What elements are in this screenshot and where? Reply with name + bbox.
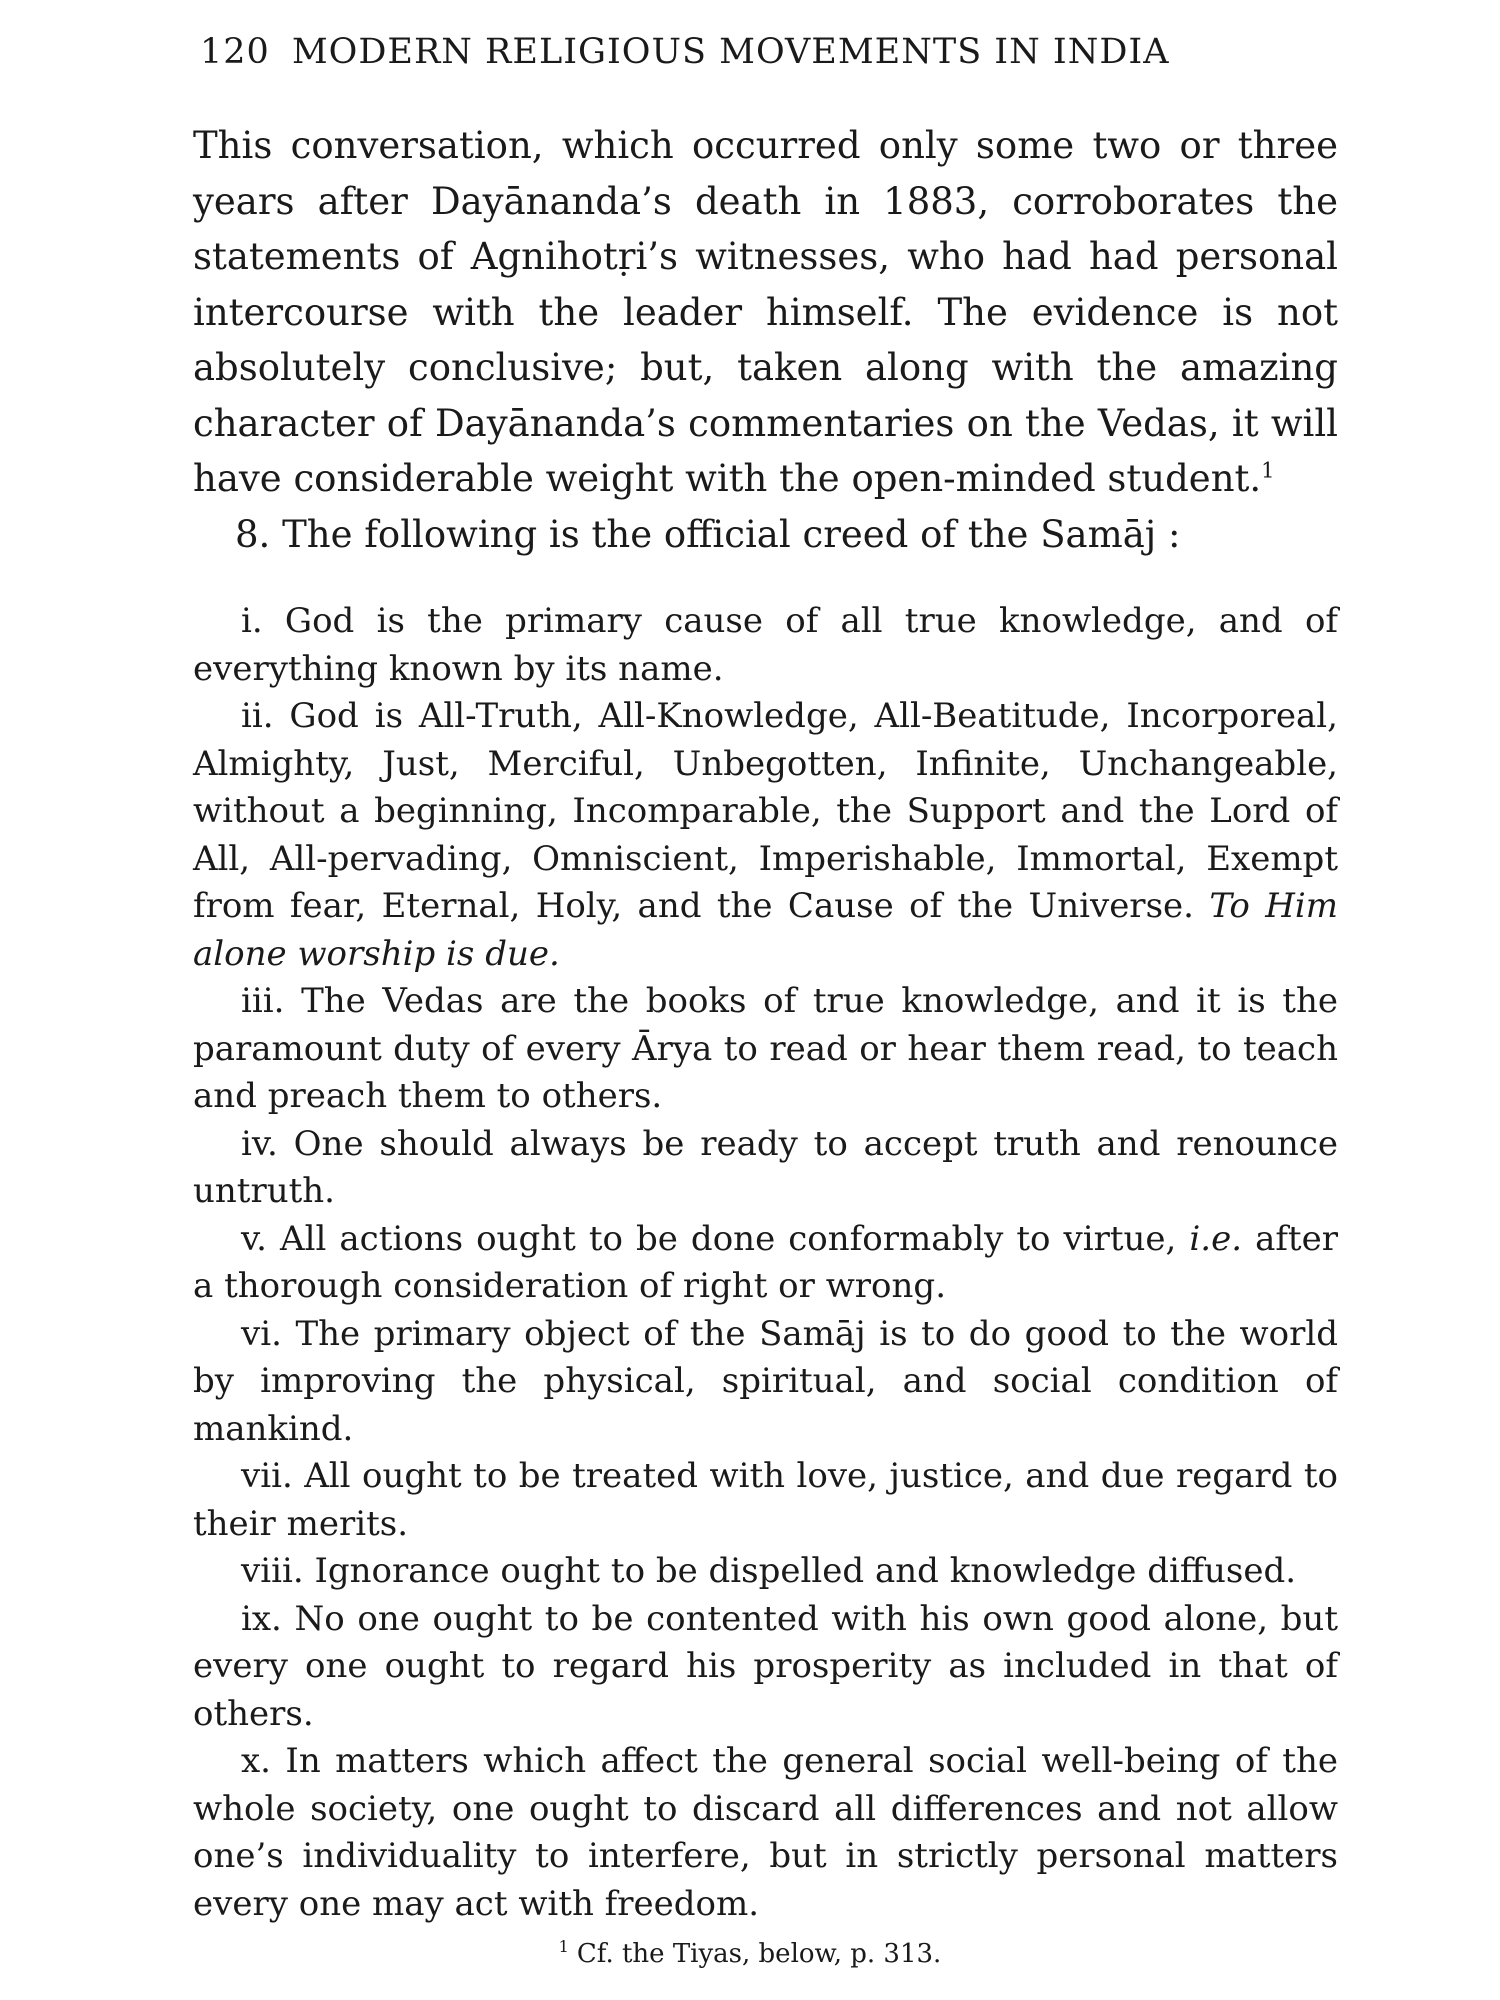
footnote (0, 1939, 1500, 1969)
creed-item-text: ii. God is All-Truth, All-Knowledge, All-Beatitude, Incorporeal, Almighty, Just, Merciful, Unbegotten, Infinite, Unchangeable, without a beginning, Incomparable, the Support and the Lord of All, All-pervading, Omniscient, Imperishable, Immortal, Exempt from fear, Eternal, Holy, and the Cause of the Universe. (193, 696, 1338, 926)
creed-item-emphasis: To Him alone worship is due. (193, 886, 1338, 974)
page-number: 120 (200, 32, 270, 72)
creed-item: ix. No one ought to be contented with his own good alone, but every one ought to regard his prosperity as included in that of others. (193, 1598, 1338, 1734)
running-header (200, 32, 1340, 72)
footnote-mark: 1 (558, 1937, 569, 1957)
creed-item: vi. The primary object of the Samāj is to do good to the world by improving the physical, spiritual, and social condition of mankind. (193, 1313, 1338, 1449)
paragraph: 8. The following is the official creed of the Samāj : (235, 512, 1181, 556)
paragraph (193, 118, 1338, 507)
creed-item: viii. Ignorance ought to be dispelled and knowledge diffused. (241, 1551, 1297, 1591)
creed-item (193, 693, 1338, 978)
creed-item-text: v. All actions ought to be done conformably to virtue, (241, 1218, 1177, 1259)
creed-item-text-after: after a thorough consideration of right or wrong. (193, 1218, 1338, 1306)
creed-item: iv. One should always be ready to accept truth and renounce untruth. (193, 1123, 1338, 1211)
creed-item-emphasis: i.e. (1189, 1218, 1243, 1259)
creed-item: vii. All ought to be treated with love, justice, and due regard to their merits. (193, 1456, 1338, 1544)
footnote-text: Cf. the Tiyas, below, p. 313. (576, 1939, 942, 1969)
creed-item: i. God is the primary cause of all true knowledge, and of everything known by its name. (193, 601, 1338, 689)
footnote-reference: 1 (1261, 458, 1275, 483)
creed-item: iii. The Vedas are the books of true knowledge, and it is the paramount duty of every Ārya to read or hear them read, to teach and preach them to others. (193, 981, 1338, 1116)
creed-item: x. In matters which affect the general social well-being of the whole society, one ought to discard all differences and not allow one’s individuality to interfere, but in strictly personal matters every one may act with freedom. (193, 1741, 1338, 1924)
running-title: MODERN RELIGIOUS MOVEMENTS IN INDIA (291, 32, 1170, 72)
creed-list (193, 598, 1338, 1928)
paragraph-text: This conversation, which occurred only some two or three years after Dayānanda’s death in 1883, corroborates the statements of Agnihotṛi’s witnesses, who had had personal intercourse with the leader himself. The evidence is not absolutely conclusive; but, taken along with the amazing character of Dayānanda’s commentaries on the Vedas, it will have considerable weight with the open-minded student. (193, 124, 1338, 500)
creed-item (193, 1216, 1338, 1311)
main-text (193, 118, 1338, 562)
